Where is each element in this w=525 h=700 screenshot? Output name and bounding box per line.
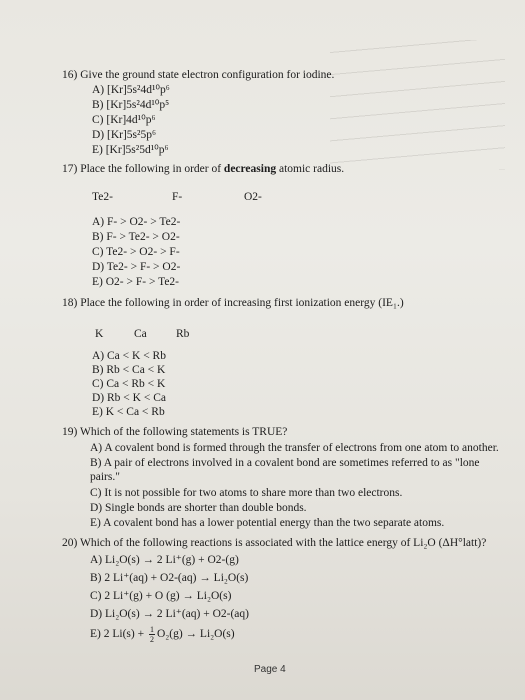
q20-option-d: D) Li₂O(s) → 2 Li⁺(aq) + O2-(aq) bbox=[90, 608, 249, 620]
q18-option-a: A) Ca < K < Rb bbox=[92, 350, 166, 362]
q20-option-e-pre: E) 2 Li(s) + bbox=[90, 628, 147, 641]
q17-option-b: B) F- > Te2- > O2- bbox=[92, 231, 180, 243]
q17-option-d: D) Te2- > F- > O2- bbox=[92, 261, 181, 273]
fraction-one-half bbox=[149, 625, 155, 644]
question-17-stem bbox=[62, 164, 344, 176]
q18-option-e: E) K < Ca < Rb bbox=[92, 406, 165, 418]
q20-option-c: C) 2 Li⁺(g) + O (g) → Li₂O(s) bbox=[90, 590, 232, 602]
q17-species-f: F- bbox=[172, 191, 183, 203]
q20-option-e bbox=[90, 625, 235, 644]
q19-option-d: D) Single bonds are shorter than double bonds. bbox=[90, 502, 307, 514]
q17-stem-post: atomic radius. bbox=[276, 163, 345, 175]
q19-option-a: A) A covalent bond is formed through the transfer of electrons from one atom to another. bbox=[90, 442, 499, 454]
question-18-stem: 18) Place the following in order of increasing first ionization energy (IE₁.) bbox=[62, 297, 404, 309]
q18-species-rb: Rb bbox=[176, 328, 190, 340]
question-16-stem: 16) Give the ground state electron configuration for iodine. bbox=[62, 69, 335, 81]
q17-option-c: C) Te2- > O2- > F- bbox=[92, 246, 180, 258]
q20-option-e-post: O₂(g) → Li₂O(s) bbox=[156, 628, 235, 641]
q16-option-d: D) [Kr]5s²5p⁶ bbox=[92, 129, 156, 141]
q17-option-e: E) O2- > F- > Te2- bbox=[92, 276, 180, 288]
q20-option-b: B) 2 Li⁺(aq) + O2-(aq) → Li₂O(s) bbox=[90, 572, 249, 584]
question-19-stem: 19) Which of the following statements is TRUE? bbox=[62, 426, 288, 438]
q16-option-b: B) [Kr]5s²4d¹⁰p⁵ bbox=[92, 99, 170, 111]
q16-option-c: C) [Kr]4d¹⁰p⁶ bbox=[92, 114, 156, 126]
q18-option-b: B) Rb < Ca < K bbox=[92, 364, 166, 376]
q18-option-c: C) Ca < Rb < K bbox=[92, 378, 166, 390]
q17-stem-pre: 17) Place the following in order of bbox=[62, 163, 224, 175]
q19-option-c: C) It is not possible for two atoms to share more than two electrons. bbox=[90, 487, 403, 499]
q19-option-b: B) A pair of electrons involved in a covalent bond are sometimes referred to as "lone pairs." bbox=[90, 457, 480, 483]
q17-species-o: O2- bbox=[244, 191, 262, 203]
q16-option-a: A) [Kr]5s²4d¹⁰p⁶ bbox=[92, 84, 170, 96]
page-number: Page 4 bbox=[254, 664, 286, 675]
q16-option-e: E) [Kr]5s²5d¹⁰p⁶ bbox=[92, 144, 169, 156]
fraction-numerator: 1 bbox=[149, 625, 154, 634]
q19-option-e: E) A covalent bond has a lower potential energy than the two separate atoms. bbox=[90, 517, 445, 529]
q18-species-k: K bbox=[95, 328, 104, 340]
q17-option-a: A) F- > O2- > Te2- bbox=[92, 216, 181, 228]
q18-option-d: D) Rb < K < Ca bbox=[92, 392, 166, 404]
question-20-stem: 20) Which of the following reactions is associated with the lattice energy of Li₂O (ΔH°latt)? bbox=[62, 537, 487, 549]
bleed-through-text bbox=[330, 40, 505, 170]
q18-species-ca: Ca bbox=[134, 328, 147, 340]
q17-species-te: Te2- bbox=[92, 191, 113, 203]
q20-option-a: A) Li₂O(s) → 2 Li⁺(g) + O2-(g) bbox=[90, 554, 239, 566]
fraction-denominator: 2 bbox=[149, 635, 154, 644]
q17-stem-bold: decreasing bbox=[223, 163, 277, 175]
